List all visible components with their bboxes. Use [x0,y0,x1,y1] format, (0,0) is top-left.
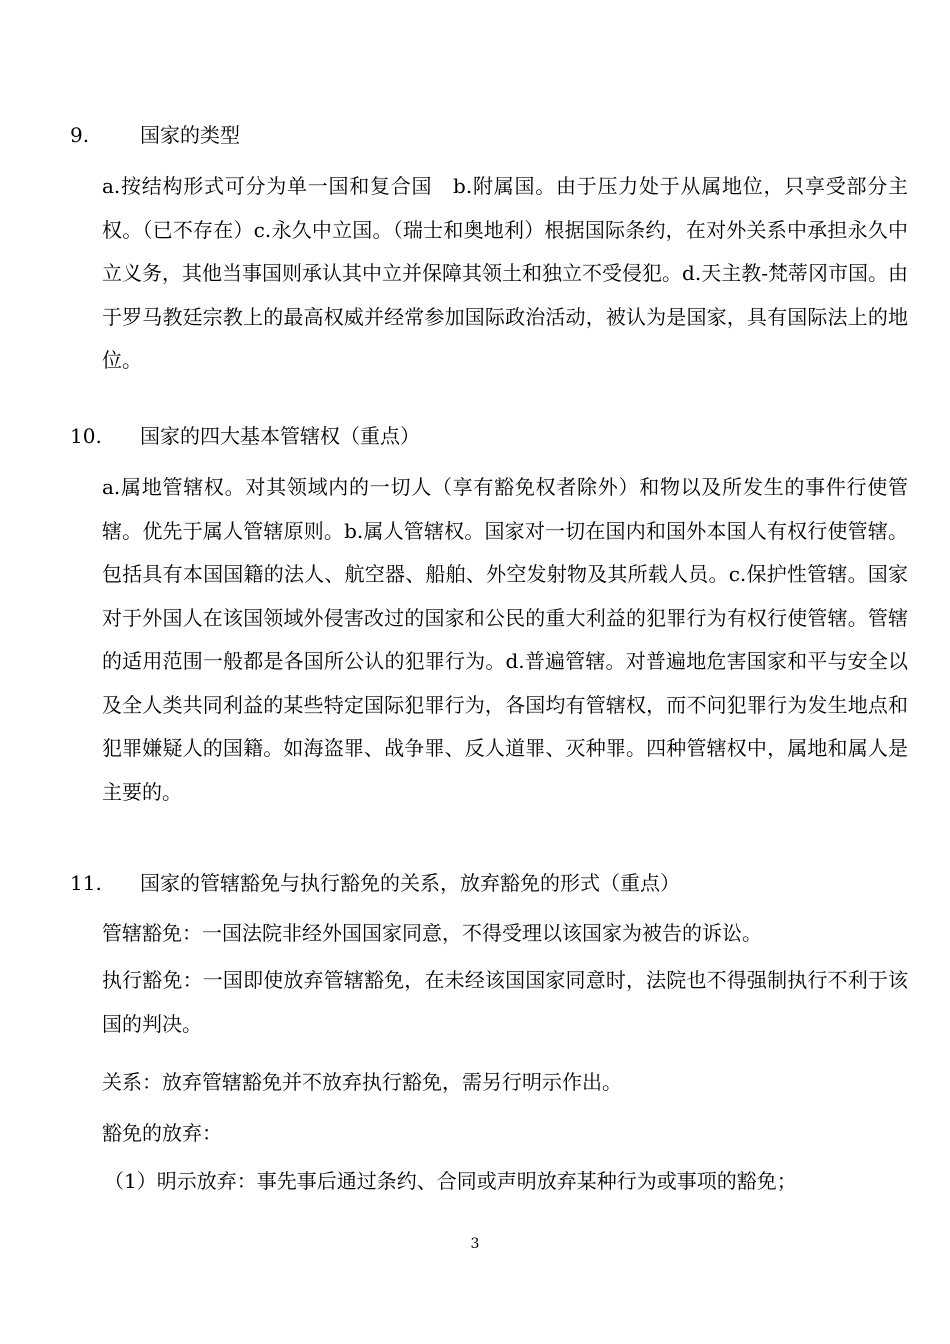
waiver-heading: 豁免的放弃： [102,1121,222,1145]
section-title: 国家的类型 [140,123,240,147]
execution-immunity-paragraph: 执行豁免：一国即使放弃管辖豁免，在未经该国国家同意时，法院也不得强制执行不利于该国的判决。 [102,968,908,1036]
page-number: 3 [470,1236,480,1252]
section-title: 国家的管辖豁免与执行豁免的关系，放弃豁免的形式（重点） [140,871,680,895]
section-title: 国家的四大基本管辖权（重点） [140,424,420,448]
section-number: 10. [70,424,102,448]
section-11-heading [70,871,680,895]
section-number: 11. [70,871,102,895]
express-waiver-paragraph: （1）明示放弃：事先事后通过条约、合同或声明放弃某种行为或事项的豁免； [104,1169,797,1193]
section-number: 9. [70,123,90,147]
section-9-body: a.按结构形式可分为单一国和复合国 b.附属国。由于压力处于从属地位，只享受部分主权。（已不存在）c.永久中立国。（瑞士和奥地利）根据国际条约，在对外关系中承担永久中立义务，其他当事国则承认其中立并保障其领土和独立不受侵犯。d.天主教-梵蒂冈市国。由于罗马教廷宗教上的最高权威并经常参加国际政治活动，被认为是国家，具有国际法上的地位。 [102,174,908,372]
jurisdiction-immunity-paragraph: 管辖豁免：一国法院非经外国国家同意，不得受理以该国家为被告的诉讼。 [102,921,762,945]
section-10-heading [70,424,420,448]
relation-paragraph: 关系：放弃管辖豁免并不放弃执行豁免，需另行明示作出。 [102,1070,622,1094]
section-10-body: a.属地管辖权。对其领域内的一切人（享有豁免权者除外）和物以及所发生的事件行使管辖。优先于属人管辖原则。b.属人管辖权。国家对一切在国内和国外本国人有权行使管辖。包括具有本国国籍的法人、航空器、船舶、外空发射物及其所载人员。c.保护性管辖。国家对于外国人在该国领域外侵害改过的国家和公民的重大利益的犯罪行为有权行使管辖。管辖的适用范围一般都是各国所公认的犯罪行为。d.普遍管辖。对普遍地危害国家和平与安全以及全人类共同利益的某些特定国际犯罪行为，各国均有管辖权，而不问犯罪行为发生地点和犯罪嫌疑人的国籍。如海盗罪、战争罪、反人道罪、灭种罪。四种管辖权中，属地和属人是主要的。 [102,475,908,804]
section-9-heading [70,123,240,147]
